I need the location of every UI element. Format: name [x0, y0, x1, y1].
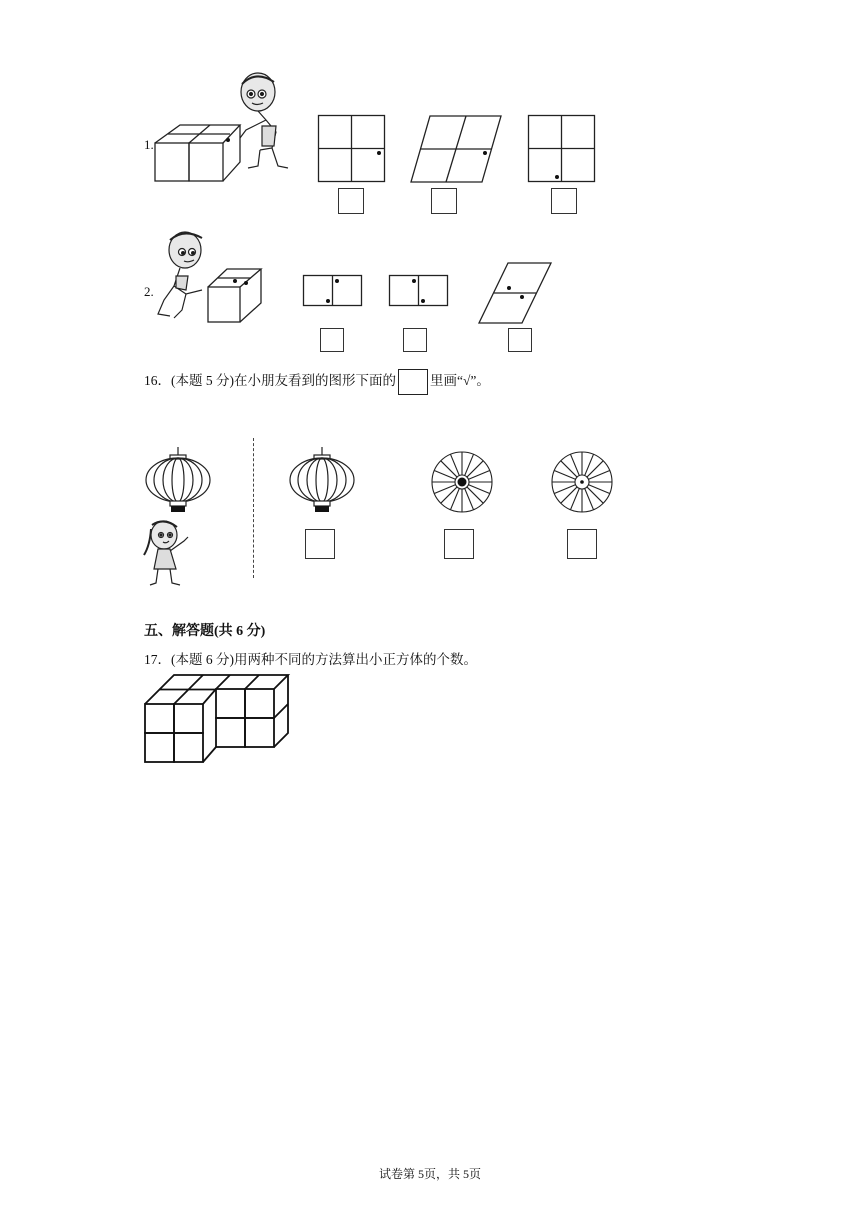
- answer-box-16a[interactable]: [305, 529, 335, 559]
- wheel-icon: [550, 450, 614, 514]
- question-16-number: 16．: [144, 373, 171, 389]
- answer-box-2b[interactable]: [403, 328, 427, 352]
- answer-box-1c[interactable]: [551, 188, 577, 214]
- question-17-number: 17．: [144, 652, 171, 667]
- lantern-icon: [144, 447, 214, 517]
- answer-box-16b[interactable]: [444, 529, 474, 559]
- answer-box-1b[interactable]: [431, 188, 457, 214]
- question-17-text: (本题 6 分)用两种不同的方法算出小正方体的个数。: [171, 652, 477, 667]
- wheel-icon: [430, 450, 494, 514]
- question-16-suffix: 里画“√”。: [430, 373, 490, 389]
- item-2-label: 2.: [144, 284, 154, 299]
- section-5-heading: 五、解答题(共 6 分): [144, 624, 266, 639]
- item-1-view-b: [410, 115, 505, 185]
- answer-box-16c[interactable]: [567, 529, 597, 559]
- item-1-label: 1.: [144, 137, 154, 152]
- boy-figure-icon: [152, 228, 212, 323]
- question-17: [144, 648, 477, 668]
- answer-box-2a[interactable]: [320, 328, 344, 352]
- answer-box-2c[interactable]: [508, 328, 532, 352]
- item-2-view-a: [303, 275, 365, 309]
- inline-answer-box-sample: [398, 369, 428, 395]
- answer-box-1a[interactable]: [338, 188, 364, 214]
- question-16-prefix: (本题 5 分)在小朋友看到的图形下面的: [171, 373, 396, 389]
- item-1-view-a: [318, 115, 388, 185]
- item-1-view-c: [528, 115, 598, 185]
- q17-cube-arrangement: [144, 672, 294, 764]
- page-footer: 试卷第 5页，共 5页: [378, 1167, 481, 1181]
- girl-figure-icon: [140, 519, 195, 591]
- item-2-view-b: [389, 275, 451, 309]
- item-2-view-c: [478, 262, 553, 326]
- question-16: [144, 369, 490, 395]
- dashed-divider: [253, 438, 254, 578]
- lantern-icon: [288, 447, 358, 517]
- item-2-cube-stack: [205, 265, 267, 327]
- boy-figure-icon: [218, 70, 298, 175]
